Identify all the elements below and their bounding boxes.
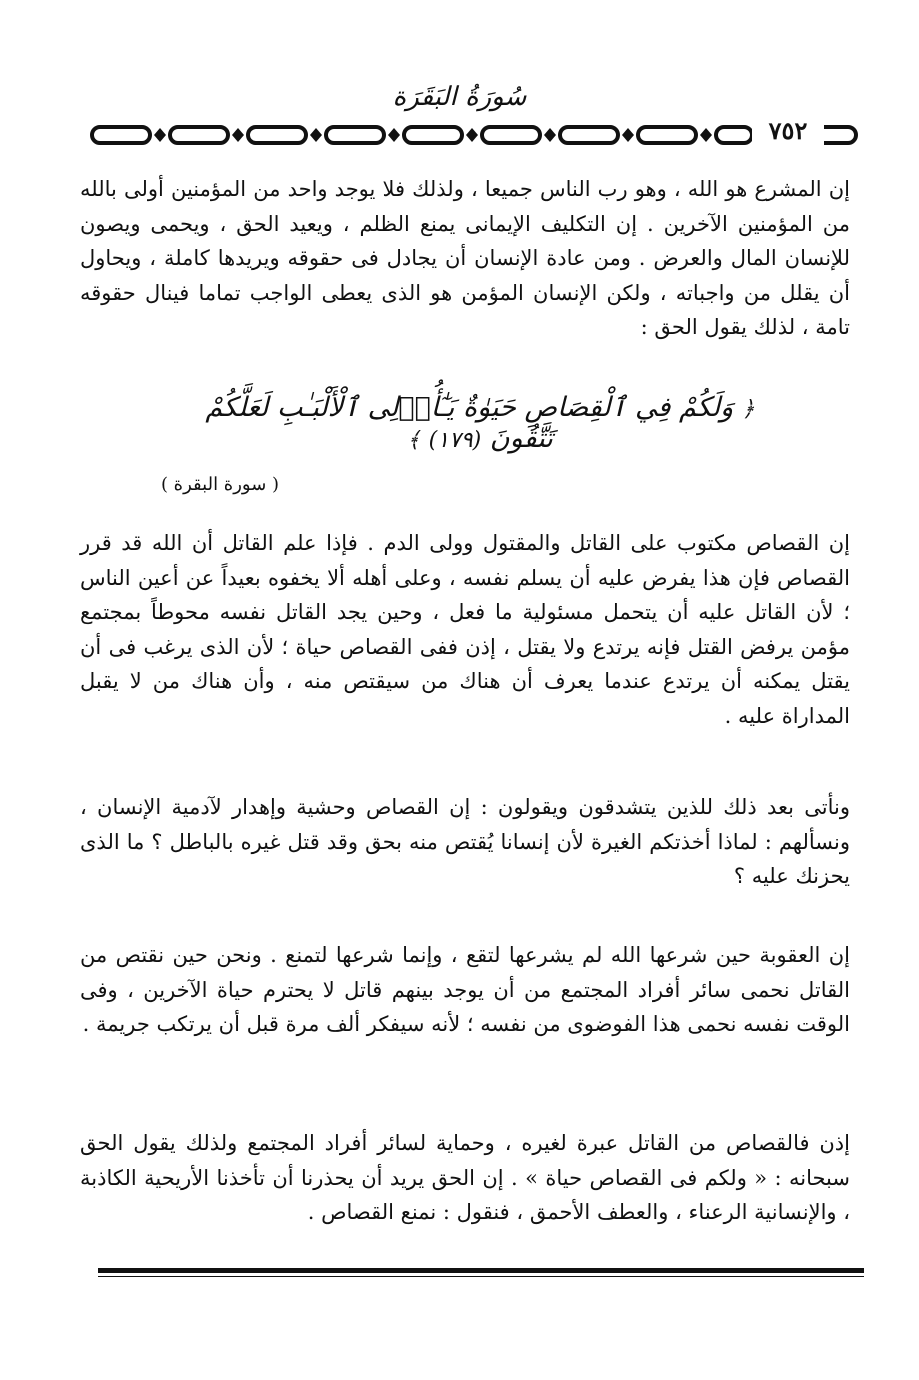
- verse-text: وَلَكُمْ فِي ٱلْقِصَاصِ حَيَوٰةٌ يَـٰٓأُو۟لِى ٱلْأَلْبَـٰبِ لَعَلَّكُمْ تَتَّقُونَ: [205, 392, 734, 454]
- paragraph-2: [80, 526, 850, 733]
- paragraph-4: [80, 938, 850, 1042]
- paragraph-text: إذن فالقصاص من القاتل عبرة لغيره ، وحماية لسائر أفراد المجتمع ولذلك يقول الحق سبحانه : « ولكم فى القصاص حياة » . إن الحق يريد أن يحذرنا أن تأخذنا الأريحية الكاذبة ، والإنسانية الرعناء ، والعطف الأحمق ، فنقول : نمنع القصاص .: [80, 1131, 850, 1224]
- verse-number: (١٧٩): [428, 428, 482, 453]
- paragraph-text: إن المشرع هو الله ، وهو رب الناس جميعا ، ولذلك فلا يوجد واحد من المؤمنين أولى بالله من المؤمنين الآخرين . إن التكليف الإيمانى يمنع الظلم ، ويعيد الحق ، ويحمى ويصون للإنسان المال والعرض . ومن عادة الإنسان أن يجادل فى حقوقه ويريدها كاملة ، ويحاول أن يقلل من واجباته ، ولكن الإنسان المؤمن هو الذى يعطى الواجب تماما فينال حقوقه تامة ، لذلك يقول الحق :: [80, 177, 850, 339]
- paragraph-1: [80, 172, 850, 345]
- verse-close-bracket: ﴾: [407, 428, 420, 453]
- paragraph-text: إن القصاص مكتوب على القاتل والمقتول وولى الدم . فإذا علم القاتل أن الله قد قرر القصاص فإن هذا يفرض عليه أن يسلم نفسه ، وعلى أهله ألا يخفوه بعيداً عن أعين الناس ؛ لأن القاتل عليه أن يتحمل مسئولية ما فعل ، وحين يجد القاتل نفسه محوطاً بمجتمع مؤمن يرفض القتل فإنه يرتدع ولا يقتل ، إذن ففى القصاص حياة ؛ لأن الذى يرغب فى أن يقتل يمكنه أن يرتدع عندما يعرف أن هناك من سيقتص منه ، وأن هناك من لا يقبل المداراة عليه .: [80, 531, 850, 728]
- paragraph-text: ونأتى بعد ذلك للذين يتشدقون ويقولون : إن القصاص وحشية وإهدار لآدمية الإنسان ، ونسألهم : لماذا أخذتكم الغيرة لأن إنسانا يُقتص منه بحق وقد قتل غيره بالباطل ؟ ما الذى يحزنك عليه ؟: [80, 795, 850, 888]
- verse-open-bracket: ﴿: [741, 397, 755, 422]
- paragraph-text: إن العقوبة حين شرعها الله لم يشرعها لتقع ، وإنما شرعها لتمنع . ونحن حين نقتص من القاتل نحمى سائر أفراد المجتمع من أن يوجد بينهم قاتل لا يحترم حياة الآخرين ، وفى الوقت نفسه نحمى هذا الفوضوى من نفسه ؛ لأنه سيفكر ألف مرة قبل أن يرتكب جريمة .: [80, 943, 850, 1036]
- bottom-rule-thin: [98, 1276, 864, 1277]
- ornamental-border: [88, 118, 860, 152]
- quran-verse: [180, 392, 780, 454]
- page-number: ٧٥٢: [752, 116, 824, 145]
- paragraph-3: [80, 790, 850, 894]
- surah-title: سُورَةُ البَقَرَة: [392, 82, 527, 112]
- paragraph-5: [80, 1126, 850, 1230]
- verse-source: ( سورة البقرة ): [160, 474, 280, 495]
- bottom-rule: [98, 1268, 864, 1273]
